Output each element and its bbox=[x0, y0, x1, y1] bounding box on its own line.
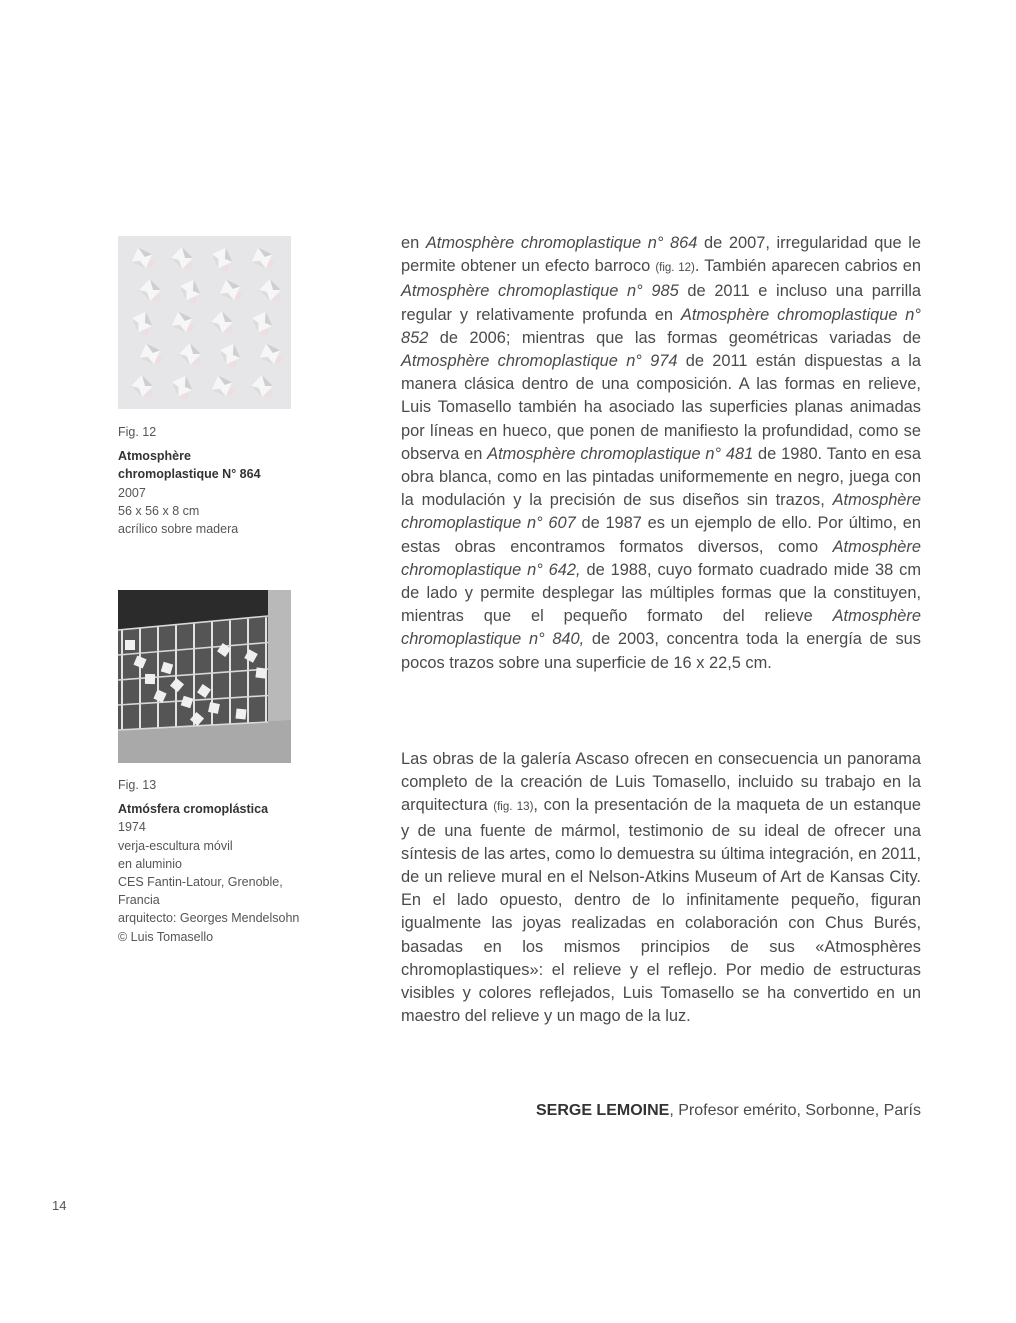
figure-13-caption bbox=[118, 776, 348, 946]
figure-detail: arquitecto: Georges Mendelsohn bbox=[118, 911, 300, 926]
figure-reference: (fig. 13) bbox=[493, 801, 534, 814]
figure-12-image bbox=[118, 236, 291, 409]
author-signature bbox=[401, 1100, 921, 1122]
figure-13-image bbox=[118, 590, 291, 763]
figure-detail: 1974 bbox=[118, 820, 146, 835]
figure-detail: CES Fantin-Latour, Grenoble, bbox=[118, 875, 283, 890]
figure-detail: en aluminio bbox=[118, 856, 182, 871]
figure-detail: 2007 bbox=[118, 485, 146, 500]
figure-reference: (fig. 12) bbox=[655, 262, 695, 275]
figure-label: Fig. 13 bbox=[118, 778, 157, 792]
body-paragraph: en Atmosphère chromoplastique n° 864 de 2007, irregularidad que le permite obtener un efecto barroco (fig. 12). También aparecen cabrios en Atmosphère chromoplastique n° 985 de 2011 e incluso una parrilla regular y relativamente profunda en Atmosphère chromoplastique n° 852 de 2006; mientras que las formas geométricas variadas de Atmosphère chromoplastique n° 974 de 2011 están dispuestas a la manera clásica dentro de una composición. A las formas en relieve, Luis Tomasello también ha asociado las superficies planas animadas por líneas en hueco, que ponen de manifiesto la profundidad, como se observa en Atmosphère chromoplastique n° 481 de 1980. Tanto en esa obra blanca, como en las pintadas uniformemente en negro, juega con la modulación y la precisión de sus diseños sin trazos, Atmosphère chromoplastique n° 607 de 1987 es un ejemplo de ello. Por último, en estas obras encontramos formatos diversos, como Atmosphère chromoplastique n° 642, de 1988, cuyo formato cuadrado mide 38 cm de lado y permite desplegar las múltiples formas que la constituyen, mientras que el pequeño formato del relieve Atmosphère chromoplastique n° 840, de 2003, concentra toda la energía de sus pocos trazos sobre una superficie de 16 x 22,5 cm. bbox=[401, 234, 921, 672]
figure-detail: Francia bbox=[118, 893, 160, 908]
figure-detail: verja-escultura móvil bbox=[118, 838, 233, 853]
figure-detail: © Luis Tomasello bbox=[118, 929, 214, 944]
figure-title: Atmósfera cromoplástica bbox=[118, 802, 269, 817]
figure-12-caption bbox=[118, 423, 348, 538]
body-paragraph: Las obras de la galería Ascaso ofrecen en consecuencia un panorama completo de la creación de Luis Tomasello, incluido su trabajo en la arquitectura (fig. 13), con la presentación de la maqueta de un estanque y de una fuente de mármol, testimonio de su ideal de ofrecer una síntesis de las artes, como lo demuestra su última integración, en 2011, de un relieve mural en el Nelson-Atkins Museum of Art de Kansas City. En el lado opuesto, dentro de lo infinitamente pequeño, figuran igualmente las joyas realizadas en colaboración con Chus Burés, basadas en los mismos principios de sus «Atmosphères chromoplastiques»: el relieve y el reflejo. Por medio de estructuras visibles y colores reflejados, Luis Tomasello se ha convertido en un maestro del relieve y un mago de la luz. bbox=[401, 750, 921, 1026]
page-number: 14 bbox=[52, 1198, 67, 1213]
figure-label: Fig. 12 bbox=[118, 425, 157, 439]
author-name: SERGE LEMOINE bbox=[535, 1102, 670, 1119]
figure-detail: 56 x 56 x 8 cm bbox=[118, 503, 200, 518]
figure-title: Atmosphère bbox=[118, 449, 191, 464]
figure-title: chromoplastique N° 864 bbox=[118, 467, 261, 482]
relief-artwork-illustration bbox=[118, 236, 291, 409]
author-affiliation: , Profesor emérito, Sorbonne, París bbox=[669, 1102, 921, 1119]
figure-detail: acrílico sobre madera bbox=[118, 522, 239, 537]
architecture-photo-illustration bbox=[118, 590, 291, 763]
